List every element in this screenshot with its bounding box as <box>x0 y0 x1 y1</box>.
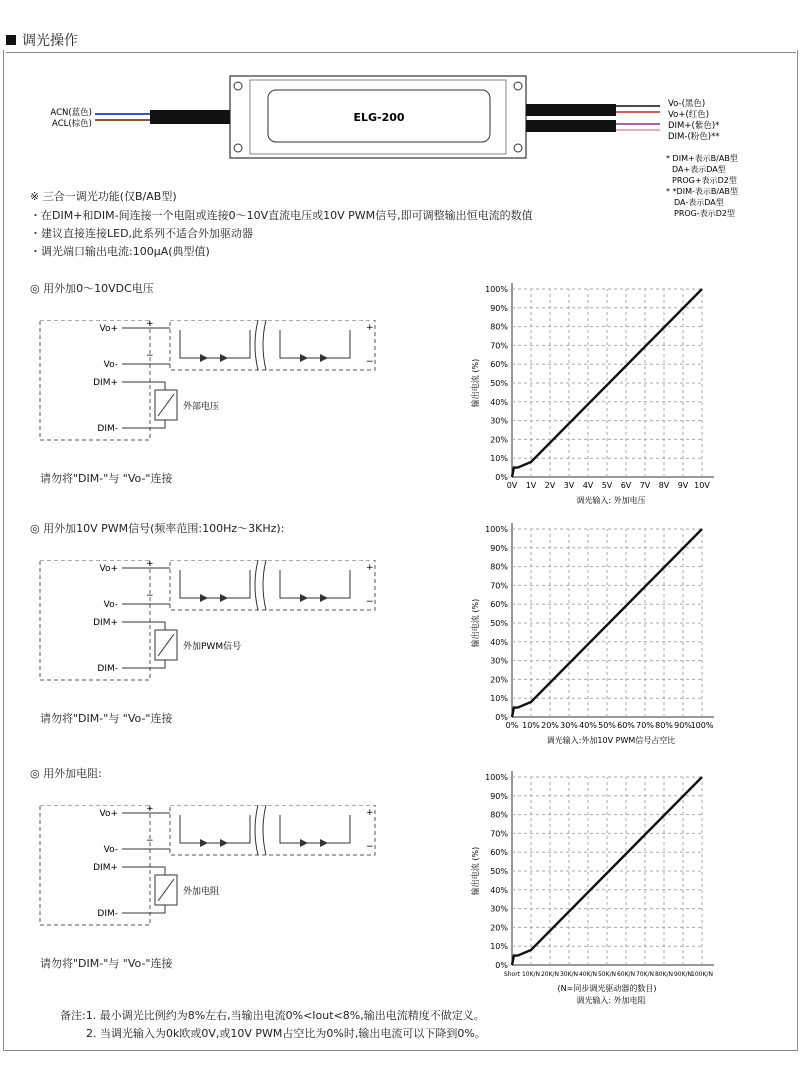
acn-label: ACN(蓝色) <box>50 108 92 118</box>
y-tick-label: 0% <box>495 961 508 970</box>
x-tick-label: 6V <box>620 481 632 490</box>
minus-sign: − <box>146 836 154 846</box>
y-tick-label: 100% <box>485 525 508 534</box>
dim-minus-label: DIM-(粉色)** <box>668 132 720 142</box>
acl-label: ACL(棕色) <box>52 119 92 129</box>
minus-sign: − <box>366 597 374 607</box>
pin-label: DIM+ <box>93 863 118 873</box>
minus-sign: − <box>146 591 154 601</box>
pin-label: DIM- <box>97 424 118 434</box>
y-tick-label: 90% <box>490 303 508 313</box>
minus-sign: − <box>146 351 154 361</box>
y-tick-label: 50% <box>490 867 508 876</box>
x-tick-label: 60K/N <box>616 971 636 978</box>
x-tick-label: 1V <box>525 481 537 490</box>
title-rule <box>6 52 796 53</box>
y-tick-label: 30% <box>490 656 508 666</box>
dim-plus-label: DIM+(紫色)* <box>668 121 720 131</box>
dim-cable <box>526 120 616 132</box>
y-tick-label: 100% <box>485 285 508 294</box>
note-3: ・建议直接连接LED,此系列不适合外加驱动器 <box>30 227 254 240</box>
pin-label: Vo- <box>103 360 118 370</box>
x-tick-label: 9V <box>677 481 689 490</box>
y-tick-label: 40% <box>490 397 508 407</box>
y-tick-label: 50% <box>490 619 508 628</box>
note-2: ・在DIM+和DIM-间连接一个电阻或连接0～10V直流电压或10V PWM信号,即可调整输出恒电流的数值 <box>30 209 533 222</box>
source-label: 外部电压 <box>183 402 220 412</box>
pin-label: Vo- <box>103 600 118 610</box>
section-title: 调光操作 <box>6 30 78 50</box>
minus-sign: − <box>366 357 374 367</box>
y-tick-label: 10% <box>490 942 508 952</box>
circuit-heading: ◎ 用外加10V PWM信号(频率范围:100Hz～3KHz): <box>30 522 285 535</box>
source-label: 外加PWM信号 <box>183 642 242 652</box>
x-tick-label: Short <box>503 971 521 978</box>
x-tick-label: 20K/N <box>540 971 560 978</box>
x-tick-label: 4V <box>582 481 594 490</box>
footnote-6: PROG-表示D2型 <box>674 209 736 218</box>
pin-label: Vo+ <box>99 324 118 334</box>
x-axis-label: 调光输入:外加10V PWM信号占空比 <box>546 736 676 745</box>
x-tick-label: 70K/N <box>635 971 655 978</box>
dimming-curve <box>512 777 702 965</box>
x-tick-label: 100% <box>690 721 714 730</box>
y-tick-label: 0% <box>495 713 508 722</box>
x-tick-label: 60% <box>617 721 635 730</box>
circuit-warning: 请勿将"DIM-"与 "Vo-"连接 <box>40 472 173 485</box>
x-tick-label: 20% <box>541 721 559 730</box>
circuit-warning: 请勿将"DIM-"与 "Vo-"连接 <box>40 712 173 725</box>
y-tick-label: 20% <box>490 675 508 685</box>
x-tick-label: 10V <box>694 481 710 490</box>
device-diagram <box>0 70 800 230</box>
x-tick-label: 40% <box>579 721 597 730</box>
circuit-warning: 请勿将"DIM-"与 "Vo-"连接 <box>40 957 173 970</box>
x-tick-label: 90K/N <box>673 971 693 978</box>
x-tick-label: 7V <box>639 481 651 490</box>
x-tick-label: 90% <box>674 721 692 730</box>
y-tick-label: 30% <box>490 904 508 914</box>
y-tick-label: 0% <box>495 473 508 482</box>
pin-label: DIM- <box>97 664 118 674</box>
y-tick-label: 20% <box>490 435 508 445</box>
x-tick-label: 8V <box>658 481 670 490</box>
y-tick-label: 70% <box>490 581 508 591</box>
footnote-5: DA-表示DA型 <box>674 198 724 207</box>
y-tick-label: 50% <box>490 379 508 388</box>
pin-label: Vo- <box>103 845 118 855</box>
plus-sign: + <box>146 560 154 569</box>
plus-sign: + <box>366 563 374 573</box>
y-axis-label: 输出电流 (%) <box>471 358 480 408</box>
x-tick-label: 100K/N <box>691 971 713 978</box>
y-tick-label: 70% <box>490 829 508 839</box>
plus-sign: + <box>366 808 374 818</box>
note-4: ・调光端口输出电流:100μA(典型值) <box>30 245 210 258</box>
x-tick-label: 70% <box>636 721 654 730</box>
footnote-1: * DIM+表示B/AB型 <box>666 154 738 163</box>
dimming-curve <box>512 529 702 717</box>
x-tick-label: 50% <box>598 721 616 730</box>
pin-label: DIM- <box>97 909 118 919</box>
x-tick-label: 80% <box>655 721 673 730</box>
pin-label: DIM+ <box>93 378 118 388</box>
y-tick-label: 20% <box>490 923 508 933</box>
y-tick-label: 60% <box>490 848 508 858</box>
circuit-heading: ◎ 用外加0～10VDC电压 <box>30 282 154 295</box>
x-tick-label: 0% <box>505 721 519 730</box>
input-cable <box>150 110 230 124</box>
x-axis-label: 调光输入: 外加电阻 <box>576 996 646 1005</box>
plus-sign: + <box>366 323 374 333</box>
x-tick-label: 5V <box>601 481 613 490</box>
x-tick-label: 0V <box>506 481 518 490</box>
footnote-4: * *DIM-表示B/AB型 <box>666 187 738 196</box>
y-tick-label: 40% <box>490 637 508 647</box>
y-axis-label: 输出电流 (%) <box>471 846 480 896</box>
x-tick-label: 3V <box>563 481 575 490</box>
x-tick-label: 50K/N <box>597 971 617 978</box>
y-tick-label: 10% <box>490 454 508 464</box>
pin-label: Vo+ <box>99 809 118 819</box>
x-axis-label: 调光输入: 外加电压 <box>576 496 646 505</box>
dimming-chart <box>460 522 780 772</box>
y-tick-label: 80% <box>490 322 508 332</box>
y-tick-label: 10% <box>490 694 508 704</box>
y-tick-label: 80% <box>490 562 508 572</box>
plus-sign: + <box>146 805 154 814</box>
plus-sign: + <box>146 320 154 329</box>
x-tick-label: 80K/N <box>654 971 674 978</box>
footnote-2: DA+表示DA型 <box>672 165 726 174</box>
vo-minus-label: Vo-(黑色) <box>668 99 706 109</box>
remark-2: 2. 当调光输入为0k欧或0V,或10V PWM占空比为0%时,输出电流可以下降到0%。 <box>86 1027 486 1040</box>
y-tick-label: 100% <box>485 773 508 782</box>
x-tick-label: 30% <box>560 721 578 730</box>
x-axis-sublabel: (N=同步调光驱动器的数目) <box>557 984 657 993</box>
x-tick-label: 2V <box>544 481 556 490</box>
note-1: ※ 三合一调光功能(仅B/AB型) <box>30 190 177 203</box>
pin-label: DIM+ <box>93 618 118 628</box>
vo-plus-label: Vo+(红色) <box>668 110 710 120</box>
y-tick-label: 70% <box>490 341 508 351</box>
y-axis-label: 输出电流 (%) <box>471 598 480 648</box>
dimming-curve <box>512 289 702 477</box>
output-cable <box>526 104 616 116</box>
minus-sign: − <box>366 842 374 852</box>
y-tick-label: 40% <box>490 885 508 895</box>
y-tick-label: 30% <box>490 416 508 426</box>
footnote-3: PROG+表示D2型 <box>672 176 737 185</box>
dimming-chart <box>460 282 780 532</box>
x-tick-label: 10% <box>522 721 540 730</box>
circuit-heading: ◎ 用外加电阻: <box>30 767 102 780</box>
y-tick-label: 60% <box>490 360 508 370</box>
pin-label: Vo+ <box>99 564 118 574</box>
y-tick-label: 60% <box>490 600 508 610</box>
y-tick-label: 80% <box>490 810 508 820</box>
dimming-chart <box>460 770 780 1020</box>
x-tick-label: 30K/N <box>559 971 579 978</box>
model-label: ELG-200 <box>353 111 405 124</box>
y-tick-label: 90% <box>490 791 508 801</box>
x-tick-label: 10K/N <box>521 971 541 978</box>
source-label: 外加电阻 <box>183 887 220 897</box>
square-bullet-icon <box>6 35 16 45</box>
y-tick-label: 90% <box>490 543 508 553</box>
x-tick-label: 40K/N <box>578 971 598 978</box>
remark-1: 备注:1. 最小调光比例约为8%左右,当输出电流0%<Iout<8%,输出电流精度不做定义。 <box>60 1009 485 1022</box>
